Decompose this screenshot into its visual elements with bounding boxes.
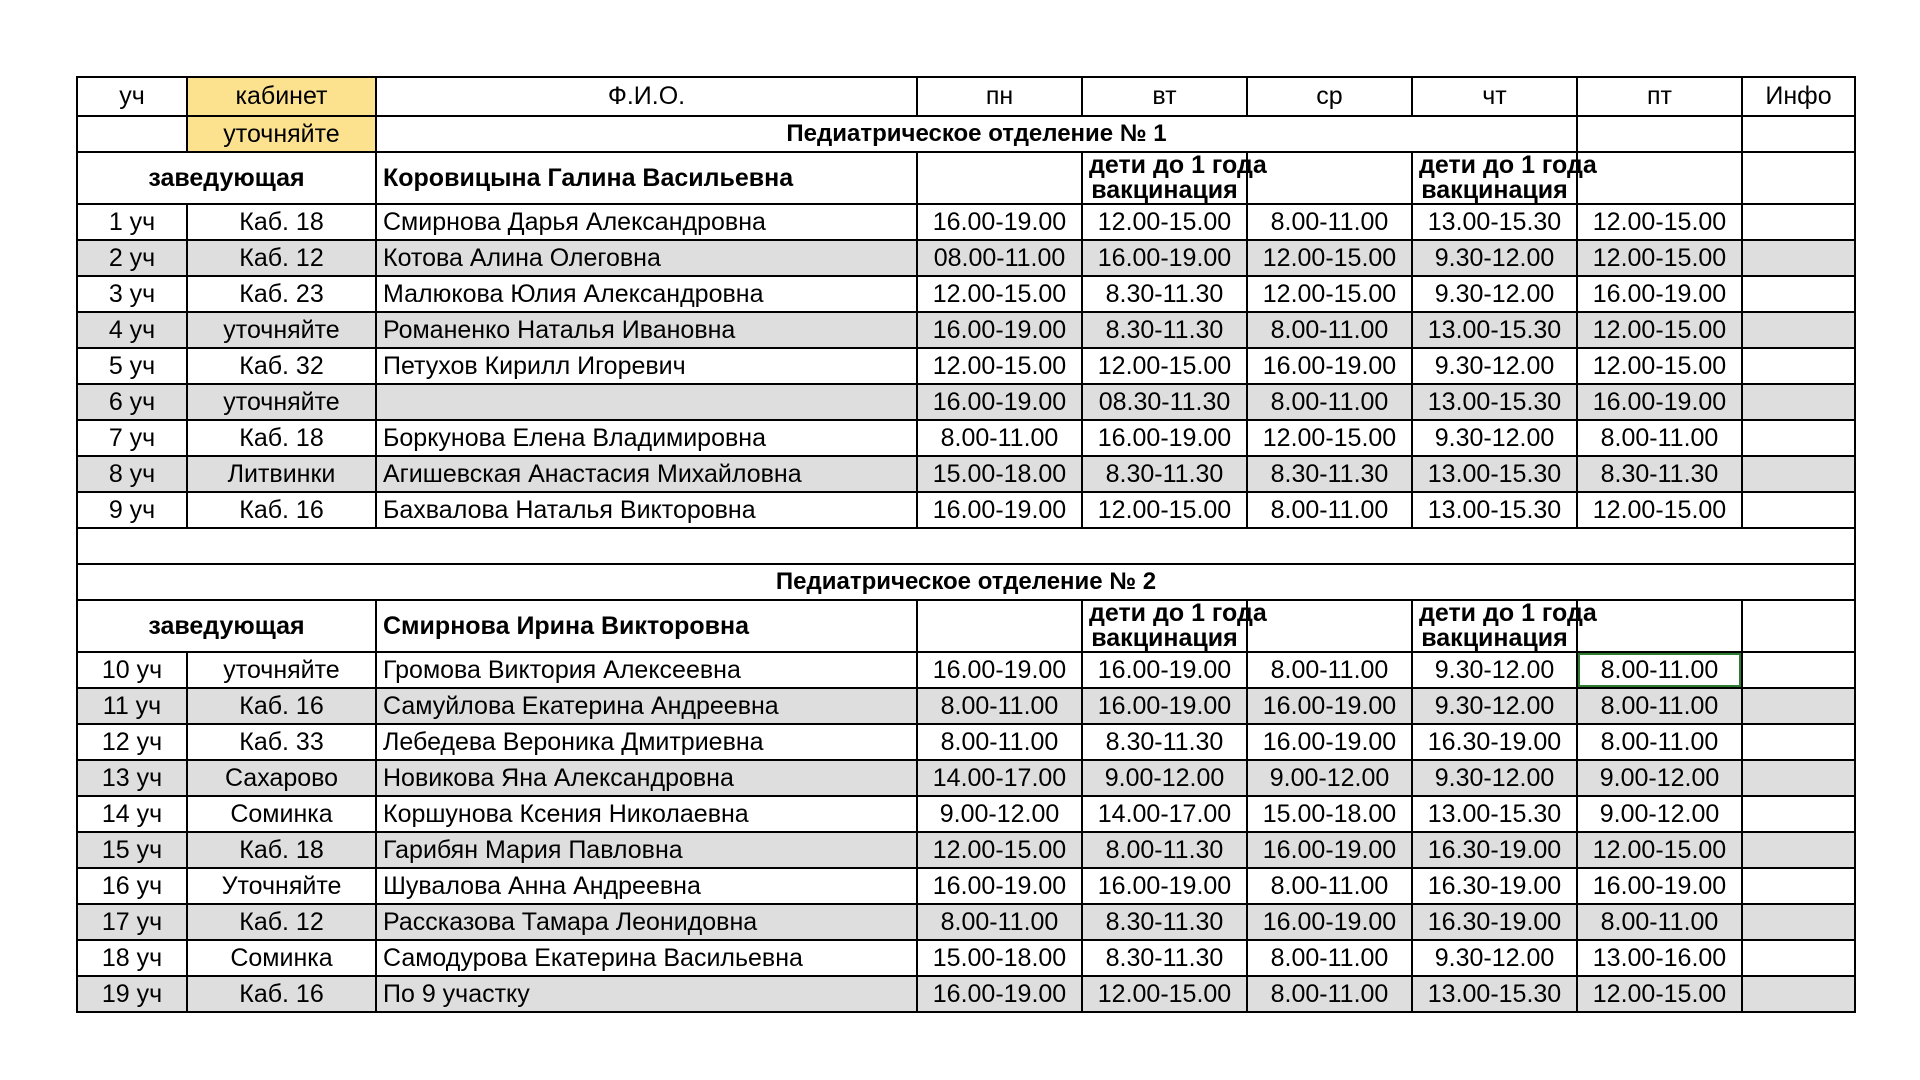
info-cell[interactable] [1742, 348, 1855, 384]
dept2-head-label[interactable]: заведующая [77, 600, 376, 652]
district-number[interactable]: 15 уч [77, 832, 187, 868]
table-row [77, 240, 1855, 276]
hours-thu[interactable]: 16.30-19.00 [1412, 832, 1577, 868]
table-row [77, 348, 1855, 384]
hours-mon[interactable]: 8.00-11.00 [917, 688, 1082, 724]
hours-mon[interactable]: 12.00-15.00 [917, 276, 1082, 312]
table-row [77, 940, 1855, 976]
hours-tue[interactable]: 16.00-19.00 [1082, 688, 1247, 724]
hours-fri[interactable]: 9.00-12.00 [1577, 796, 1742, 832]
hours-mon[interactable]: 16.00-19.00 [917, 868, 1082, 904]
header-day-mon[interactable]: пн [917, 77, 1082, 116]
hours-mon[interactable]: 08.00-11.00 [917, 240, 1082, 276]
table-row [77, 976, 1855, 1012]
hours-mon[interactable]: 9.00-12.00 [917, 796, 1082, 832]
hours-tue[interactable]: 16.00-19.00 [1082, 420, 1247, 456]
district-number[interactable]: 1 уч [77, 204, 187, 240]
hours-mon[interactable]: 15.00-18.00 [917, 940, 1082, 976]
hours-tue[interactable]: 12.00-15.00 [1082, 348, 1247, 384]
doctor-name[interactable]: Коршунова Ксения Николаевна [376, 796, 917, 832]
info-cell[interactable] [1742, 420, 1855, 456]
hours-fri[interactable]: 12.00-15.00 [1577, 976, 1742, 1012]
district-number[interactable]: 17 уч [77, 904, 187, 940]
district-number[interactable]: 19 уч [77, 976, 187, 1012]
district-number[interactable]: 11 уч [77, 688, 187, 724]
hours-wed[interactable]: 16.00-19.00 [1247, 348, 1412, 384]
doctor-name[interactable]: Шувалова Анна Андреевна [376, 868, 917, 904]
hours-fri[interactable]: 8.00-11.00 [1577, 724, 1742, 760]
hours-thu[interactable]: 9.30-12.00 [1412, 348, 1577, 384]
dept1-vac-thu[interactable] [1412, 151, 1597, 204]
hours-tue[interactable]: 12.00-15.00 [1082, 492, 1247, 528]
cabinet[interactable]: Каб. 33 [187, 724, 376, 760]
header-row [77, 77, 1855, 116]
dept1-title[interactable]: Педиатрическое отделение № 1 [376, 116, 1577, 152]
hours-thu[interactable]: 16.30-19.00 [1412, 868, 1577, 904]
hours-fri[interactable]: 9.00-12.00 [1577, 760, 1742, 796]
dept2-head-row [77, 600, 1855, 652]
hours-fri[interactable]: 12.00-15.00 [1577, 492, 1742, 528]
header-day-wed[interactable]: ср [1247, 77, 1412, 116]
hours-wed[interactable]: 12.00-15.00 [1247, 240, 1412, 276]
hours-fri[interactable]: 12.00-15.00 [1577, 240, 1742, 276]
hours-wed[interactable]: 9.00-12.00 [1247, 760, 1412, 796]
info-cell[interactable] [1742, 312, 1855, 348]
hours-wed[interactable]: 8.00-11.00 [1247, 976, 1412, 1012]
schedule-table [76, 76, 1856, 1013]
table-row [77, 796, 1855, 832]
district-number[interactable]: 5 уч [77, 348, 187, 384]
vac-line1: дети до 1 года [1089, 599, 1267, 627]
hours-fri[interactable]: 8.00-11.00 [1577, 688, 1742, 724]
cabinet[interactable]: уточняйте [187, 384, 376, 420]
doctor-name[interactable] [376, 384, 917, 420]
info-cell[interactable] [1742, 240, 1855, 276]
doctor-name[interactable]: Громова Виктория Алексеевна [376, 652, 917, 688]
info-cell[interactable] [1742, 760, 1855, 796]
hours-fri[interactable]: 8.00-11.00 [1577, 652, 1742, 688]
hours-thu[interactable]: 13.00-15.30 [1412, 796, 1577, 832]
hours-fri[interactable]: 12.00-15.00 [1577, 348, 1742, 384]
hours-wed[interactable]: 8.00-11.00 [1247, 940, 1412, 976]
hours-thu[interactable]: 9.30-12.00 [1412, 760, 1577, 796]
empty-cell[interactable] [1577, 116, 1742, 152]
doctor-name[interactable]: Рассказова Тамара Леонидовна [376, 904, 917, 940]
doctor-name[interactable]: По 9 участку [376, 976, 917, 1012]
hours-mon[interactable]: 16.00-19.00 [917, 652, 1082, 688]
cabinet[interactable]: Каб. 32 [187, 348, 376, 384]
hours-mon[interactable]: 16.00-19.00 [917, 976, 1082, 1012]
district-number[interactable]: 13 уч [77, 760, 187, 796]
table-row [77, 760, 1855, 796]
info-cell[interactable] [1742, 276, 1855, 312]
dept1-head-name[interactable]: Коровицына Галина Васильевна [376, 152, 917, 204]
dept1-title-row [77, 116, 1855, 152]
hours-fri[interactable]: 16.00-19.00 [1577, 384, 1742, 420]
district-number[interactable]: 16 уч [77, 868, 187, 904]
info-cell[interactable] [1742, 652, 1855, 688]
cabinet[interactable]: Каб. 16 [187, 492, 376, 528]
cabinet[interactable]: Сахарово [187, 760, 376, 796]
table-row [77, 312, 1855, 348]
hours-thu[interactable]: 9.30-12.00 [1412, 688, 1577, 724]
info-cell[interactable] [1742, 904, 1855, 940]
cabinet[interactable]: Каб. 18 [187, 420, 376, 456]
hours-tue[interactable]: 16.00-19.00 [1082, 868, 1247, 904]
empty-cell[interactable] [917, 600, 1082, 652]
empty-cell[interactable] [917, 152, 1082, 204]
hours-fri[interactable]: 12.00-15.00 [1577, 832, 1742, 868]
doctor-name[interactable]: Самуйлова Екатерина Андреевна [376, 688, 917, 724]
district-number[interactable]: 7 уч [77, 420, 187, 456]
hours-fri[interactable]: 8.30-11.30 [1577, 456, 1742, 492]
district-number[interactable]: 3 уч [77, 276, 187, 312]
table-row [77, 276, 1855, 312]
hours-mon[interactable]: 16.00-19.00 [917, 312, 1082, 348]
hours-tue[interactable]: 8.30-11.30 [1082, 312, 1247, 348]
hours-mon[interactable]: 8.00-11.00 [917, 420, 1082, 456]
cabinet[interactable]: Каб. 12 [187, 904, 376, 940]
hours-wed[interactable]: 16.00-19.00 [1247, 724, 1412, 760]
info-cell[interactable] [1742, 976, 1855, 1012]
hours-tue[interactable]: 16.00-19.00 [1082, 240, 1247, 276]
hours-thu[interactable]: 13.00-15.30 [1412, 456, 1577, 492]
vac-line2: вакцинация [1421, 624, 1568, 652]
doctor-name[interactable]: Новикова Яна Александровна [376, 760, 917, 796]
hours-thu[interactable]: 9.30-12.00 [1412, 276, 1577, 312]
vac-line2: вакцинация [1091, 624, 1238, 652]
hours-wed[interactable]: 15.00-18.00 [1247, 796, 1412, 832]
hours-thu[interactable]: 13.00-15.30 [1412, 384, 1577, 420]
cabinet[interactable]: Уточняйте [187, 868, 376, 904]
empty-cell[interactable] [1577, 152, 1742, 204]
info-cell[interactable] [1742, 688, 1855, 724]
hours-mon[interactable]: 16.00-19.00 [917, 384, 1082, 420]
cabinet[interactable]: уточняйте [187, 312, 376, 348]
hours-tue[interactable]: 9.00-12.00 [1082, 760, 1247, 796]
district-number[interactable]: 10 уч [77, 652, 187, 688]
dept2-vac-tue[interactable] [1082, 599, 1267, 652]
hours-tue[interactable]: 12.00-15.00 [1082, 976, 1247, 1012]
hours-thu[interactable]: 9.30-12.00 [1412, 420, 1577, 456]
hours-thu[interactable]: 13.00-15.30 [1412, 976, 1577, 1012]
district-number[interactable]: 9 уч [77, 492, 187, 528]
spacer-row [77, 528, 1855, 564]
vac-line1: дети до 1 года [1089, 151, 1267, 179]
hours-mon[interactable]: 16.00-19.00 [917, 492, 1082, 528]
hours-wed[interactable]: 8.00-11.00 [1247, 492, 1412, 528]
district-number[interactable]: 18 уч [77, 940, 187, 976]
hours-fri[interactable]: 16.00-19.00 [1577, 868, 1742, 904]
info-cell[interactable] [1742, 456, 1855, 492]
hours-wed[interactable]: 12.00-15.00 [1247, 276, 1412, 312]
doctor-name[interactable]: Котова Алина Олеговна [376, 240, 917, 276]
hours-thu[interactable]: 13.00-15.30 [1412, 312, 1577, 348]
hours-tue[interactable]: 12.00-15.00 [1082, 204, 1247, 240]
header-cabinet[interactable]: кабинет [187, 77, 376, 116]
header-info[interactable]: Инфо [1742, 77, 1855, 116]
empty-cell[interactable] [1247, 152, 1412, 204]
hours-mon[interactable]: 15.00-18.00 [917, 456, 1082, 492]
cabinet[interactable]: Каб. 16 [187, 688, 376, 724]
hours-wed[interactable]: 8.00-11.00 [1247, 868, 1412, 904]
dept1-head-label[interactable]: заведующая [77, 152, 376, 204]
hours-tue[interactable]: 8.30-11.30 [1082, 276, 1247, 312]
cabinet[interactable]: Соминка [187, 940, 376, 976]
hours-fri[interactable]: 8.00-11.00 [1577, 420, 1742, 456]
hours-thu[interactable]: 13.00-15.30 [1412, 492, 1577, 528]
table-row [77, 868, 1855, 904]
header-day-thu[interactable]: чт [1412, 77, 1577, 116]
hours-wed[interactable]: 12.00-15.00 [1247, 420, 1412, 456]
table-row [77, 688, 1855, 724]
info-cell[interactable] [1742, 796, 1855, 832]
hours-fri[interactable]: 16.00-19.00 [1577, 276, 1742, 312]
table-row [77, 420, 1855, 456]
dept2-title-row [77, 564, 1855, 600]
empty-cell[interactable] [77, 528, 1855, 564]
hours-fri[interactable]: 12.00-15.00 [1577, 204, 1742, 240]
cabinet[interactable]: Каб. 16 [187, 976, 376, 1012]
table-row [77, 492, 1855, 528]
cabinet[interactable]: Каб. 18 [187, 204, 376, 240]
hours-wed[interactable]: 8.00-11.00 [1247, 652, 1412, 688]
cabinet[interactable]: Соминка [187, 796, 376, 832]
empty-cell[interactable] [1742, 600, 1855, 652]
hours-tue[interactable]: 8.00-11.30 [1082, 832, 1247, 868]
hours-wed[interactable]: 16.00-19.00 [1247, 832, 1412, 868]
doctor-name[interactable]: Агишевская Анастасия Михайловна [376, 456, 917, 492]
doctor-name[interactable]: Романенко Наталья Ивановна [376, 312, 917, 348]
district-number[interactable]: 8 уч [77, 456, 187, 492]
dept2-head-name[interactable]: Смирнова Ирина Викторовна [376, 600, 917, 652]
header-day-tue[interactable]: вт [1082, 77, 1247, 116]
hours-thu[interactable]: 9.30-12.00 [1412, 652, 1577, 688]
cabinet[interactable]: уточняйте [187, 652, 376, 688]
doctor-name[interactable]: Смирнова Дарья Александровна [376, 204, 917, 240]
hours-wed[interactable]: 8.30-11.30 [1247, 456, 1412, 492]
doctor-name[interactable]: Боркунова Елена Владимировна [376, 420, 917, 456]
info-cell[interactable] [1742, 724, 1855, 760]
hours-thu[interactable]: 16.30-19.00 [1412, 724, 1577, 760]
empty-cell[interactable] [1577, 600, 1742, 652]
dept1-head-row [77, 152, 1855, 204]
header-cabinet-note[interactable]: уточняйте [187, 116, 376, 152]
doctor-name[interactable]: Лебедева Вероника Дмитриевна [376, 724, 917, 760]
hours-thu[interactable]: 9.30-12.00 [1412, 940, 1577, 976]
district-number[interactable]: 2 уч [77, 240, 187, 276]
hours-wed[interactable]: 8.00-11.00 [1247, 204, 1412, 240]
empty-cell[interactable] [77, 116, 187, 152]
hours-thu[interactable]: 16.30-19.00 [1412, 904, 1577, 940]
hours-thu[interactable]: 13.00-15.30 [1412, 204, 1577, 240]
hours-wed[interactable]: 8.00-11.00 [1247, 384, 1412, 420]
table-row [77, 456, 1855, 492]
cabinet[interactable]: Каб. 23 [187, 276, 376, 312]
hours-mon[interactable]: 12.00-15.00 [917, 348, 1082, 384]
vac-line1: дети до 1 года [1419, 151, 1597, 179]
table-row [77, 832, 1855, 868]
table-row [77, 904, 1855, 940]
empty-cell[interactable] [1742, 152, 1855, 204]
hours-wed[interactable]: 16.00-19.00 [1247, 904, 1412, 940]
header-fio[interactable]: Ф.И.О. [376, 77, 917, 116]
cabinet[interactable]: Каб. 12 [187, 240, 376, 276]
hours-tue[interactable]: 16.00-19.00 [1082, 652, 1247, 688]
info-cell[interactable] [1742, 940, 1855, 976]
hours-tue[interactable]: 8.30-11.30 [1082, 904, 1247, 940]
hours-tue[interactable]: 08.30-11.30 [1082, 384, 1247, 420]
hours-mon[interactable]: 14.00-17.00 [917, 760, 1082, 796]
vac-line2: вакцинация [1091, 176, 1238, 204]
table-row [77, 384, 1855, 420]
table-row [77, 724, 1855, 760]
info-cell[interactable] [1742, 492, 1855, 528]
header-uch[interactable]: уч [77, 77, 187, 116]
doctor-name[interactable]: Малюкова Юлия Александровна [376, 276, 917, 312]
header-day-fri[interactable]: пт [1577, 77, 1742, 116]
hours-mon[interactable]: 12.00-15.00 [917, 832, 1082, 868]
district-number[interactable]: 4 уч [77, 312, 187, 348]
info-cell[interactable] [1742, 868, 1855, 904]
hours-mon[interactable]: 8.00-11.00 [917, 904, 1082, 940]
hours-tue[interactable]: 8.30-11.30 [1082, 724, 1247, 760]
hours-tue[interactable]: 8.30-11.30 [1082, 456, 1247, 492]
info-cell[interactable] [1742, 832, 1855, 868]
hours-wed[interactable]: 16.00-19.00 [1247, 688, 1412, 724]
vac-line1: дети до 1 года [1419, 599, 1597, 627]
hours-tue[interactable]: 8.30-11.30 [1082, 940, 1247, 976]
hours-fri[interactable]: 13.00-16.00 [1577, 940, 1742, 976]
district-number[interactable]: 6 уч [77, 384, 187, 420]
doctor-name[interactable]: Бахвалова Наталья Викторовна [376, 492, 917, 528]
info-cell[interactable] [1742, 384, 1855, 420]
dept2-title[interactable]: Педиатрическое отделение № 2 [77, 564, 1855, 600]
hours-fri[interactable]: 8.00-11.00 [1577, 904, 1742, 940]
doctor-name[interactable]: Самодурова Екатерина Васильевна [376, 940, 917, 976]
hours-thu[interactable]: 9.30-12.00 [1412, 240, 1577, 276]
district-number[interactable]: 14 уч [77, 796, 187, 832]
vac-line2: вакцинация [1421, 176, 1568, 204]
hours-mon[interactable]: 16.00-19.00 [917, 204, 1082, 240]
empty-cell[interactable] [1742, 116, 1855, 152]
hours-fri[interactable]: 12.00-15.00 [1577, 312, 1742, 348]
hours-tue[interactable]: 14.00-17.00 [1082, 796, 1247, 832]
info-cell[interactable] [1742, 204, 1855, 240]
doctor-name[interactable]: Петухов Кирилл Игоревич [376, 348, 917, 384]
doctor-name[interactable]: Гарибян Мария Павловна [376, 832, 917, 868]
table-row [77, 204, 1855, 240]
table-row [77, 652, 1855, 688]
dept2-vac-thu[interactable] [1412, 599, 1597, 652]
empty-cell[interactable] [1247, 600, 1412, 652]
dept1-vac-tue[interactable] [1082, 151, 1267, 204]
district-number[interactable]: 12 уч [77, 724, 187, 760]
cabinet[interactable]: Каб. 18 [187, 832, 376, 868]
hours-wed[interactable]: 8.00-11.00 [1247, 312, 1412, 348]
hours-mon[interactable]: 8.00-11.00 [917, 724, 1082, 760]
cabinet[interactable]: Литвинки [187, 456, 376, 492]
